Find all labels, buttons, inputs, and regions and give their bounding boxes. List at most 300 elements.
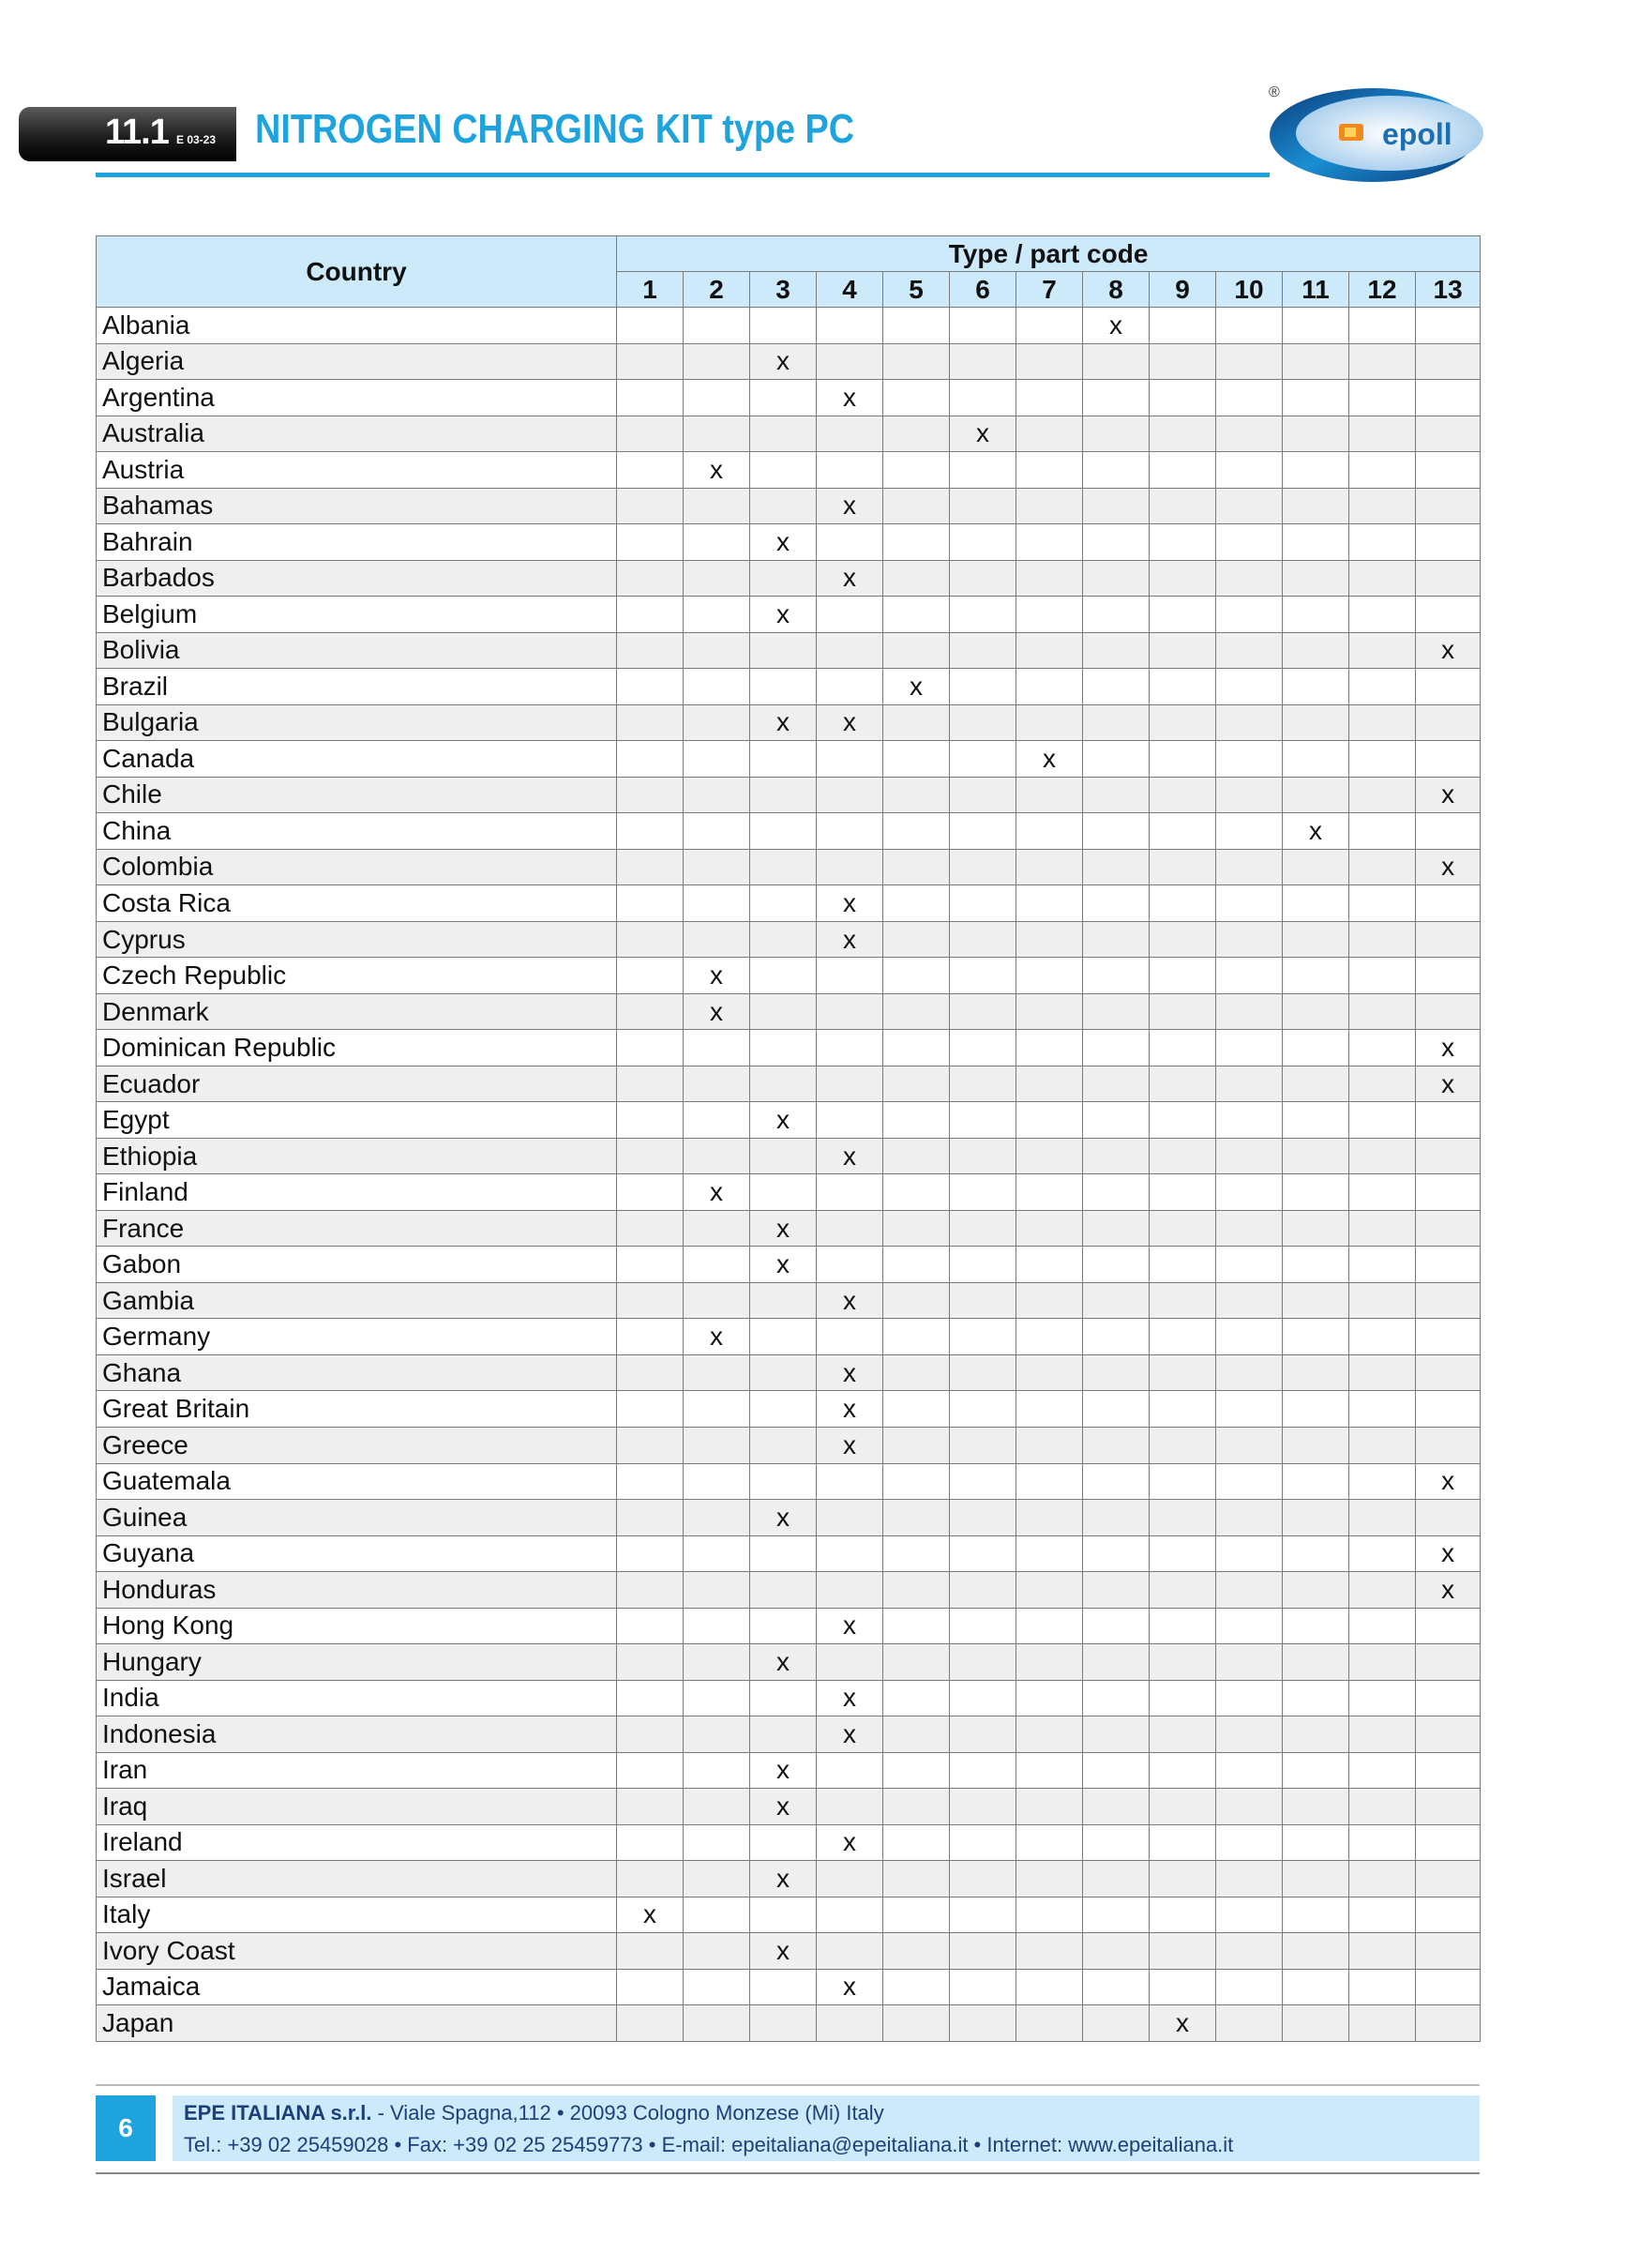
type-cell	[1283, 308, 1349, 344]
type-cell	[1083, 958, 1150, 994]
country-cell: Finland	[97, 1174, 617, 1211]
table-row	[97, 849, 1481, 885]
type-cell	[883, 1500, 950, 1536]
type-cell	[817, 416, 883, 452]
type-cell	[817, 993, 883, 1030]
type-cell	[1349, 1716, 1416, 1753]
type-cell	[817, 1174, 883, 1211]
type-cell	[1416, 524, 1481, 561]
type-cell	[1016, 560, 1083, 597]
type-cell	[950, 343, 1016, 380]
type-cell	[1216, 669, 1283, 705]
table-row	[97, 1319, 1481, 1355]
type-cell	[750, 308, 817, 344]
type-cell	[950, 1174, 1016, 1211]
type-cell	[1150, 524, 1216, 561]
type-cell: x	[883, 669, 950, 705]
type-cell	[1083, 1824, 1150, 1861]
type-cell	[1283, 416, 1349, 452]
type-cell	[617, 669, 684, 705]
type-cell	[1083, 597, 1150, 633]
type-cell	[1216, 1354, 1283, 1391]
type-cell	[1416, 1500, 1481, 1536]
type-cell	[1150, 885, 1216, 922]
type-cell	[1349, 1824, 1416, 1861]
type-cell	[1150, 343, 1216, 380]
type-cell	[1216, 1102, 1283, 1139]
type-cell	[1283, 741, 1349, 778]
type-cell	[1416, 416, 1481, 452]
type-cell	[950, 1933, 1016, 1970]
type-cell	[750, 813, 817, 850]
type-cell	[883, 777, 950, 813]
type-cell	[883, 1535, 950, 1572]
type-cell	[950, 813, 1016, 850]
type-cell	[1349, 885, 1416, 922]
type-cell	[1283, 1427, 1349, 1463]
type-cell	[817, 741, 883, 778]
type-cell	[1416, 1427, 1481, 1463]
type-cell	[1283, 1319, 1349, 1355]
table-row	[97, 1752, 1481, 1789]
table-row	[97, 958, 1481, 994]
type-cell: x	[817, 380, 883, 416]
type-cell	[1416, 921, 1481, 958]
type-cell	[1083, 1897, 1150, 1933]
country-cell: Algeria	[97, 343, 617, 380]
type-cell	[1150, 488, 1216, 524]
type-cell	[1016, 1500, 1083, 1536]
type-cell: x	[817, 1354, 883, 1391]
type-cell	[950, 1210, 1016, 1247]
type-cell	[1083, 1680, 1150, 1716]
type-cell	[883, 488, 950, 524]
type-cell	[1416, 1282, 1481, 1319]
type-cell	[1283, 1210, 1349, 1247]
type-cell	[684, 777, 750, 813]
type-cell	[1283, 1247, 1349, 1283]
type-cell	[1083, 1102, 1150, 1139]
type-cell	[684, 1933, 750, 1970]
type-cell	[817, 1644, 883, 1681]
type-cell	[1016, 1969, 1083, 2005]
table-row	[97, 560, 1481, 597]
type-cell	[1216, 958, 1283, 994]
type-cell	[1283, 1824, 1349, 1861]
type-cell	[1216, 1463, 1283, 1500]
country-cell: Iraq	[97, 1789, 617, 1825]
type-cell	[1283, 1897, 1349, 1933]
type-cell: x	[750, 1789, 817, 1825]
type-cell	[883, 524, 950, 561]
type-cell	[1150, 1680, 1216, 1716]
type-cell	[1150, 741, 1216, 778]
type-cell	[1150, 1282, 1216, 1319]
type-cell	[817, 632, 883, 669]
type-cell	[1283, 1354, 1349, 1391]
type-cell	[883, 1102, 950, 1139]
type-cell: x	[1016, 741, 1083, 778]
type-cell	[1016, 1535, 1083, 1572]
type-cell	[1016, 1572, 1083, 1609]
country-cell: Ireland	[97, 1824, 617, 1861]
country-cell: Jamaica	[97, 1969, 617, 2005]
type-cell	[1216, 1861, 1283, 1898]
type-cell	[1216, 560, 1283, 597]
type-cell	[1349, 1247, 1416, 1283]
type-cell	[883, 597, 950, 633]
type-cell	[1283, 524, 1349, 561]
type-cell	[1216, 741, 1283, 778]
type-cell: x	[750, 1102, 817, 1139]
table-row	[97, 1354, 1481, 1391]
type-cell	[684, 1608, 750, 1644]
type-cell	[1416, 1174, 1481, 1211]
table-row	[97, 1463, 1481, 1500]
type-cell	[1016, 921, 1083, 958]
type-cell: x	[817, 704, 883, 741]
type-cell	[1016, 1102, 1083, 1139]
type-cell	[1150, 1138, 1216, 1174]
type-cell	[817, 849, 883, 885]
type-cell	[1216, 1247, 1283, 1283]
type-cell	[1083, 921, 1150, 958]
type-cell	[1150, 1933, 1216, 1970]
type-cell	[617, 524, 684, 561]
type-cell	[1349, 1030, 1416, 1066]
type-cell	[1283, 1500, 1349, 1536]
type-cell	[1349, 1897, 1416, 1933]
type-cell	[1416, 2005, 1481, 2042]
type-cell: x	[1416, 849, 1481, 885]
type-cell	[750, 1066, 817, 1102]
type-cell	[950, 1066, 1016, 1102]
type-cell	[1349, 488, 1416, 524]
type-cell	[617, 1716, 684, 1753]
type-cell	[1083, 1210, 1150, 1247]
type-cell	[1283, 1933, 1349, 1970]
type-cell	[1416, 741, 1481, 778]
type-cell	[883, 1680, 950, 1716]
type-cell	[684, 885, 750, 922]
type-cell	[1083, 1354, 1150, 1391]
type-cell	[883, 1174, 950, 1211]
table-row	[97, 632, 1481, 669]
type-cell	[684, 1861, 750, 1898]
table-row	[97, 1824, 1481, 1861]
type-cell	[817, 1572, 883, 1609]
type-cell	[950, 704, 1016, 741]
type-cell	[1349, 1500, 1416, 1536]
table-row	[97, 1102, 1481, 1139]
type-cell	[617, 885, 684, 922]
column-header: 11	[1283, 272, 1349, 308]
country-cell: Bolivia	[97, 632, 617, 669]
type-cell: x	[1416, 1463, 1481, 1500]
type-cell	[883, 741, 950, 778]
type-cell: x	[750, 524, 817, 561]
type-cell: x	[817, 1427, 883, 1463]
type-cell	[1150, 452, 1216, 489]
table-row	[97, 1210, 1481, 1247]
type-cell	[1216, 1933, 1283, 1970]
type-cell	[1283, 993, 1349, 1030]
type-cell	[1016, 1282, 1083, 1319]
type-cell	[1016, 1752, 1083, 1789]
type-cell	[1150, 1427, 1216, 1463]
type-cell	[1083, 1716, 1150, 1753]
type-cell	[617, 452, 684, 489]
type-cell	[1083, 1138, 1150, 1174]
type-cell	[883, 885, 950, 922]
type-cell	[1216, 1535, 1283, 1572]
type-cell	[1083, 1644, 1150, 1681]
type-cell	[1016, 704, 1083, 741]
type-cell	[1216, 1391, 1283, 1428]
type-cell	[1216, 1319, 1283, 1355]
type-cell	[1016, 1680, 1083, 1716]
type-cell	[617, 993, 684, 1030]
type-cell	[1150, 1500, 1216, 1536]
type-cell	[617, 416, 684, 452]
type-cell	[1150, 1247, 1216, 1283]
type-cell	[684, 669, 750, 705]
type-cell	[950, 1354, 1016, 1391]
type-cell	[750, 1535, 817, 1572]
table-row	[97, 704, 1481, 741]
type-cell	[1216, 1824, 1283, 1861]
type-cell	[750, 993, 817, 1030]
country-cell: Hong Kong	[97, 1608, 617, 1644]
type-cell	[684, 1138, 750, 1174]
type-cell	[1349, 849, 1416, 885]
table-row	[97, 1644, 1481, 1681]
type-cell	[883, 452, 950, 489]
type-cell	[684, 1716, 750, 1753]
type-cell	[684, 921, 750, 958]
type-cell	[883, 1608, 950, 1644]
type-cell: x	[1283, 813, 1349, 850]
country-cell: Austria	[97, 452, 617, 489]
type-cell	[1016, 632, 1083, 669]
type-cell: x	[1416, 1066, 1481, 1102]
type-cell	[1016, 1608, 1083, 1644]
country-cell: Cyprus	[97, 921, 617, 958]
country-cell: Egypt	[97, 1102, 617, 1139]
type-cell	[1349, 1210, 1416, 1247]
type-cell	[1150, 416, 1216, 452]
country-cell: Hungary	[97, 1644, 617, 1681]
type-cell	[750, 958, 817, 994]
type-cell	[950, 993, 1016, 1030]
type-cell	[950, 1319, 1016, 1355]
type-cell	[1216, 524, 1283, 561]
type-cell	[1349, 921, 1416, 958]
type-cell: x	[684, 452, 750, 489]
type-cell	[684, 1030, 750, 1066]
table-row	[97, 1030, 1481, 1066]
type-cell	[1349, 777, 1416, 813]
type-cell	[750, 669, 817, 705]
type-cell	[1016, 1824, 1083, 1861]
type-cell	[617, 1282, 684, 1319]
type-cell: x	[817, 1138, 883, 1174]
type-cell	[817, 669, 883, 705]
type-cell	[617, 1427, 684, 1463]
table-row	[97, 597, 1481, 633]
type-cell	[684, 524, 750, 561]
type-cell	[1016, 452, 1083, 489]
country-header: Country	[97, 236, 617, 308]
type-cell	[1216, 632, 1283, 669]
type-cell	[883, 1824, 950, 1861]
type-cell	[617, 1608, 684, 1644]
type-cell: x	[1416, 1535, 1481, 1572]
type-cell	[950, 1716, 1016, 1753]
type-cell	[1216, 1427, 1283, 1463]
type-cell	[1416, 452, 1481, 489]
column-header: 13	[1416, 272, 1481, 308]
type-cell	[684, 380, 750, 416]
type-cell	[1283, 1030, 1349, 1066]
type-cell	[617, 1969, 684, 2005]
table-row	[97, 1716, 1481, 1753]
type-cell	[1150, 1463, 1216, 1500]
type-cell	[883, 1572, 950, 1609]
type-cell	[1016, 380, 1083, 416]
type-cell	[1083, 1500, 1150, 1536]
type-cell	[950, 1030, 1016, 1066]
type-cell	[1216, 1174, 1283, 1211]
type-cell	[684, 1463, 750, 1500]
country-cell: Germany	[97, 1319, 617, 1355]
type-cell	[684, 1969, 750, 2005]
country-cell: Israel	[97, 1861, 617, 1898]
type-cell	[684, 416, 750, 452]
type-cell	[1083, 1174, 1150, 1211]
type-cell	[1349, 1354, 1416, 1391]
country-cell: Brazil	[97, 669, 617, 705]
country-cell: Bulgaria	[97, 704, 617, 741]
type-cell	[1416, 1680, 1481, 1716]
page-number: 6	[96, 2095, 156, 2161]
type-cell	[883, 1789, 950, 1825]
type-cell	[1416, 343, 1481, 380]
registered-mark: ®	[1269, 84, 1280, 100]
type-cell	[883, 1066, 950, 1102]
type-cell	[1416, 669, 1481, 705]
type-cell	[1283, 1391, 1349, 1428]
type-cell	[1349, 669, 1416, 705]
type-cell	[1349, 308, 1416, 344]
type-cell	[750, 1716, 817, 1753]
type-cell: x	[750, 1933, 817, 1970]
type-cell	[1283, 1463, 1349, 1500]
type-cell: x	[817, 1680, 883, 1716]
type-cell	[617, 1174, 684, 1211]
type-cell	[1083, 1030, 1150, 1066]
type-cell	[617, 921, 684, 958]
type-cell	[750, 380, 817, 416]
type-cell: x	[817, 1716, 883, 1753]
section-number: 11.1	[105, 113, 169, 152]
type-cell	[1416, 1897, 1481, 1933]
table-row	[97, 1608, 1481, 1644]
type-cell	[684, 704, 750, 741]
type-cell	[1150, 704, 1216, 741]
type-cell	[1150, 921, 1216, 958]
type-cell: x	[684, 1319, 750, 1355]
type-cell	[617, 1210, 684, 1247]
type-cell	[950, 885, 1016, 922]
footer-divider-bottom	[96, 2172, 1480, 2174]
table-row	[97, 1247, 1481, 1283]
type-cell	[1349, 1463, 1416, 1500]
table-row	[97, 1789, 1481, 1825]
type-cell	[1416, 1969, 1481, 2005]
epoll-logo	[1262, 83, 1487, 189]
type-cell	[1283, 1174, 1349, 1211]
type-cell	[883, 1716, 950, 1753]
type-cell	[1349, 958, 1416, 994]
type-cell	[1150, 1969, 1216, 2005]
type-cell	[1216, 1210, 1283, 1247]
type-cell	[750, 1680, 817, 1716]
title-divider	[96, 173, 1270, 177]
type-cell	[1283, 380, 1349, 416]
type-cell	[1349, 1174, 1416, 1211]
type-cell	[617, 704, 684, 741]
type-cell	[617, 560, 684, 597]
country-cell: Great Britain	[97, 1391, 617, 1428]
table-row	[97, 1138, 1481, 1174]
type-cell: x	[1416, 1572, 1481, 1609]
type-cell	[1083, 1933, 1150, 1970]
type-cell	[817, 597, 883, 633]
type-cell: x	[1083, 308, 1150, 344]
type-cell	[883, 813, 950, 850]
type-cell: x	[750, 1861, 817, 1898]
type-cell	[950, 1969, 1016, 2005]
type-cell	[1349, 1391, 1416, 1428]
country-cell: Japan	[97, 2005, 617, 2042]
type-cell	[1283, 1608, 1349, 1644]
type-cell	[883, 1282, 950, 1319]
type-cell	[817, 777, 883, 813]
type-cell	[750, 1824, 817, 1861]
country-cell: Guinea	[97, 1500, 617, 1536]
type-cell	[950, 958, 1016, 994]
type-cell	[883, 849, 950, 885]
type-cell	[1416, 1138, 1481, 1174]
column-header: 1	[617, 272, 684, 308]
type-cell	[1349, 1608, 1416, 1644]
type-cell	[1083, 1572, 1150, 1609]
type-cell	[1349, 2005, 1416, 2042]
type-cell	[1216, 308, 1283, 344]
type-cell	[1083, 777, 1150, 813]
type-cell: x	[684, 993, 750, 1030]
type-cell	[1349, 1319, 1416, 1355]
type-cell	[1216, 777, 1283, 813]
type-cell	[750, 1319, 817, 1355]
table-row	[97, 1933, 1481, 1970]
country-cell: Costa Rica	[97, 885, 617, 922]
type-cell	[1150, 1644, 1216, 1681]
type-cell	[1349, 632, 1416, 669]
type-cell	[1150, 993, 1216, 1030]
type-cell	[1016, 777, 1083, 813]
